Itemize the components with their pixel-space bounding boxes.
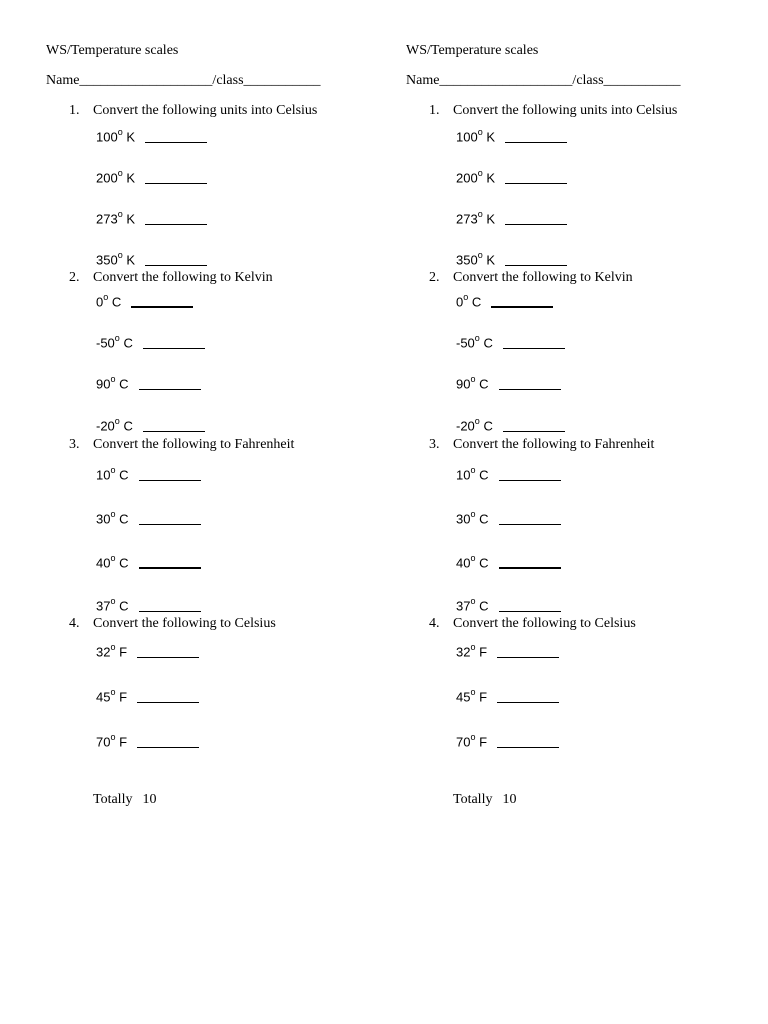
item-30-c bbox=[456, 510, 561, 526]
total-marks bbox=[453, 792, 516, 808]
worksheet-copy-right bbox=[406, 0, 766, 1024]
item-value: 100 bbox=[456, 129, 478, 145]
degree-symbol: o bbox=[114, 416, 120, 426]
question-2 bbox=[69, 270, 273, 286]
total-value: 10 bbox=[142, 792, 157, 807]
item-unit: C bbox=[483, 418, 493, 434]
item-unit: F bbox=[479, 644, 488, 660]
question-number: 3. bbox=[429, 437, 440, 452]
degree-symbol: o bbox=[463, 292, 469, 302]
item-unit: F bbox=[119, 734, 128, 750]
item-unit: K bbox=[126, 252, 136, 268]
degree-symbol: o bbox=[474, 333, 480, 343]
item-30-c bbox=[96, 510, 201, 526]
item-unit: K bbox=[486, 211, 496, 227]
item-value: 350 bbox=[96, 252, 118, 268]
question-number: 1. bbox=[429, 103, 440, 118]
item-value: 100 bbox=[96, 129, 118, 145]
answer-blank bbox=[503, 347, 565, 349]
item-unit: C bbox=[119, 555, 129, 571]
answer-blank bbox=[505, 182, 567, 184]
item-45-f bbox=[96, 688, 199, 704]
item-100-k bbox=[96, 128, 207, 144]
answer-blank bbox=[505, 223, 567, 225]
question-text: Convert the following to Celsius bbox=[93, 616, 276, 631]
answer-blank bbox=[145, 141, 207, 143]
answer-blank bbox=[499, 610, 561, 612]
answer-blank bbox=[139, 479, 201, 481]
item-value: 0 bbox=[96, 294, 104, 310]
item-value: 30 bbox=[456, 511, 471, 527]
answer-blank bbox=[145, 264, 207, 266]
degree-symbol: o bbox=[477, 250, 483, 260]
answer-blank bbox=[499, 388, 561, 390]
item-273-k bbox=[96, 210, 207, 226]
item-value: 70 bbox=[456, 734, 471, 750]
item-neg20-c bbox=[456, 417, 565, 433]
degree-symbol: o bbox=[470, 465, 476, 475]
degree-symbol: o bbox=[110, 553, 116, 563]
item-unit: C bbox=[119, 376, 129, 392]
answer-blank bbox=[505, 264, 567, 266]
item-unit: C bbox=[123, 335, 133, 351]
degree-symbol: o bbox=[110, 642, 116, 652]
item-value: -20 bbox=[96, 418, 115, 434]
item-unit: F bbox=[119, 689, 128, 705]
degree-symbol: o bbox=[470, 374, 476, 384]
answer-blank bbox=[497, 746, 559, 748]
question-2 bbox=[429, 270, 633, 286]
item-unit: K bbox=[126, 211, 136, 227]
item-value: 37 bbox=[96, 598, 111, 614]
item-10-c bbox=[96, 466, 201, 482]
item-70-f bbox=[456, 733, 559, 749]
item-200-k bbox=[96, 169, 207, 185]
item-value: 273 bbox=[456, 211, 478, 227]
answer-blank bbox=[497, 701, 559, 703]
degree-symbol: o bbox=[474, 416, 480, 426]
item-value: 273 bbox=[96, 211, 118, 227]
item-90-c bbox=[456, 375, 561, 391]
item-unit: C bbox=[479, 376, 489, 392]
answer-blank bbox=[131, 305, 193, 308]
answer-blank bbox=[137, 701, 199, 703]
item-value: 350 bbox=[456, 252, 478, 268]
item-unit: C bbox=[111, 294, 122, 310]
item-value: 90 bbox=[96, 376, 111, 392]
item-37-c bbox=[96, 597, 201, 613]
item-unit: K bbox=[486, 170, 496, 186]
item-37-c bbox=[456, 597, 561, 613]
item-unit: F bbox=[479, 734, 488, 750]
degree-symbol: o bbox=[470, 553, 476, 563]
item-value: -20 bbox=[456, 418, 475, 434]
item-value: 200 bbox=[456, 170, 478, 186]
item-unit: K bbox=[126, 129, 136, 145]
total-marks bbox=[93, 792, 156, 808]
item-unit: K bbox=[486, 129, 496, 145]
item-unit: C bbox=[479, 467, 489, 483]
question-number: 4. bbox=[69, 616, 80, 631]
item-value: -50 bbox=[96, 335, 115, 351]
item-value: 10 bbox=[456, 467, 471, 483]
item-32-f bbox=[456, 643, 559, 659]
degree-symbol: o bbox=[117, 209, 123, 219]
item-value: 32 bbox=[456, 644, 471, 660]
item-value: 45 bbox=[96, 689, 111, 705]
item-unit: C bbox=[119, 598, 129, 614]
item-value: 45 bbox=[456, 689, 471, 705]
question-3 bbox=[69, 437, 294, 453]
item-40-c bbox=[96, 554, 201, 570]
item-273-k bbox=[456, 210, 567, 226]
total-label: Totally bbox=[453, 792, 493, 807]
item-unit: C bbox=[471, 294, 482, 310]
answer-blank bbox=[499, 566, 561, 569]
answer-blank bbox=[145, 223, 207, 225]
item-value: 0 bbox=[456, 294, 464, 310]
item-unit: K bbox=[486, 252, 496, 268]
item-unit: K bbox=[126, 170, 136, 186]
degree-symbol: o bbox=[470, 509, 476, 519]
item-unit: F bbox=[119, 644, 128, 660]
answer-blank bbox=[497, 656, 559, 658]
question-text: Convert the following to Kelvin bbox=[453, 270, 633, 285]
question-3 bbox=[429, 437, 654, 453]
degree-symbol: o bbox=[470, 596, 476, 606]
item-10-c bbox=[456, 466, 561, 482]
answer-blank bbox=[137, 656, 199, 658]
question-4 bbox=[429, 616, 636, 632]
item-0-c bbox=[456, 293, 553, 309]
worksheet-title: WS/Temperature scales bbox=[46, 43, 179, 58]
question-4 bbox=[69, 616, 276, 632]
total-value: 10 bbox=[502, 792, 517, 807]
item-90-c bbox=[96, 375, 201, 391]
question-number: 1. bbox=[69, 103, 80, 118]
degree-symbol: o bbox=[110, 465, 116, 475]
item-value: 90 bbox=[456, 376, 471, 392]
item-value: 10 bbox=[96, 467, 111, 483]
item-neg50-c bbox=[456, 334, 565, 350]
item-0-c bbox=[96, 293, 193, 309]
question-text: Convert the following to Celsius bbox=[453, 616, 636, 631]
degree-symbol: o bbox=[110, 374, 116, 384]
question-number: 2. bbox=[69, 270, 80, 285]
answer-blank bbox=[139, 523, 201, 525]
degree-symbol: o bbox=[117, 250, 123, 260]
worksheet-copy-left bbox=[46, 0, 406, 1024]
item-value: 40 bbox=[456, 555, 471, 571]
degree-symbol: o bbox=[110, 687, 116, 697]
item-unit: C bbox=[119, 511, 129, 527]
question-text: Convert the following units into Celsius bbox=[93, 103, 318, 118]
item-value: 70 bbox=[96, 734, 111, 750]
degree-symbol: o bbox=[110, 509, 116, 519]
answer-blank bbox=[139, 566, 201, 569]
item-unit: C bbox=[479, 511, 489, 527]
item-neg20-c bbox=[96, 417, 205, 433]
item-45-f bbox=[456, 688, 559, 704]
item-unit: C bbox=[119, 467, 129, 483]
degree-symbol: o bbox=[470, 687, 476, 697]
item-neg50-c bbox=[96, 334, 205, 350]
degree-symbol: o bbox=[117, 168, 123, 178]
item-unit: C bbox=[483, 335, 493, 351]
degree-symbol: o bbox=[103, 292, 109, 302]
question-text: Convert the following to Kelvin bbox=[93, 270, 273, 285]
answer-blank bbox=[145, 182, 207, 184]
degree-symbol: o bbox=[117, 127, 123, 137]
item-70-f bbox=[96, 733, 199, 749]
question-number: 4. bbox=[429, 616, 440, 631]
item-350-k bbox=[96, 251, 207, 267]
degree-symbol: o bbox=[470, 732, 476, 742]
answer-blank bbox=[499, 523, 561, 525]
total-label: Totally bbox=[93, 792, 133, 807]
question-number: 3. bbox=[69, 437, 80, 452]
item-40-c bbox=[456, 554, 561, 570]
answer-blank bbox=[143, 430, 205, 432]
degree-symbol: o bbox=[114, 333, 120, 343]
answer-blank bbox=[499, 479, 561, 481]
degree-symbol: o bbox=[477, 127, 483, 137]
degree-symbol: o bbox=[477, 209, 483, 219]
answer-blank bbox=[139, 610, 201, 612]
item-value: 30 bbox=[96, 511, 111, 527]
item-unit: F bbox=[479, 689, 488, 705]
question-text: Convert the following to Fahrenheit bbox=[93, 437, 295, 452]
name-class-line: Name___________________/class___________ bbox=[406, 73, 681, 88]
item-value: 32 bbox=[96, 644, 111, 660]
item-value: -50 bbox=[456, 335, 475, 351]
item-32-f bbox=[96, 643, 199, 659]
worksheet-title: WS/Temperature scales bbox=[406, 43, 539, 58]
item-unit: C bbox=[123, 418, 133, 434]
answer-blank bbox=[139, 388, 201, 390]
question-1 bbox=[69, 103, 317, 119]
item-value: 37 bbox=[456, 598, 471, 614]
degree-symbol: o bbox=[470, 642, 476, 652]
answer-blank bbox=[137, 746, 199, 748]
item-100-k bbox=[456, 128, 567, 144]
item-unit: C bbox=[479, 555, 489, 571]
question-number: 2. bbox=[429, 270, 440, 285]
degree-symbol: o bbox=[110, 596, 116, 606]
item-200-k bbox=[456, 169, 567, 185]
answer-blank bbox=[505, 141, 567, 143]
item-unit: C bbox=[479, 598, 489, 614]
name-class-line: Name___________________/class___________ bbox=[46, 73, 321, 88]
item-350-k bbox=[456, 251, 567, 267]
degree-symbol: o bbox=[477, 168, 483, 178]
question-text: Convert the following to Fahrenheit bbox=[453, 437, 655, 452]
item-value: 200 bbox=[96, 170, 118, 186]
question-text: Convert the following units into Celsius bbox=[453, 103, 678, 118]
item-value: 40 bbox=[96, 555, 111, 571]
answer-blank bbox=[143, 347, 205, 349]
question-1 bbox=[429, 103, 677, 119]
degree-symbol: o bbox=[110, 732, 116, 742]
answer-blank bbox=[503, 430, 565, 432]
answer-blank bbox=[491, 305, 553, 308]
